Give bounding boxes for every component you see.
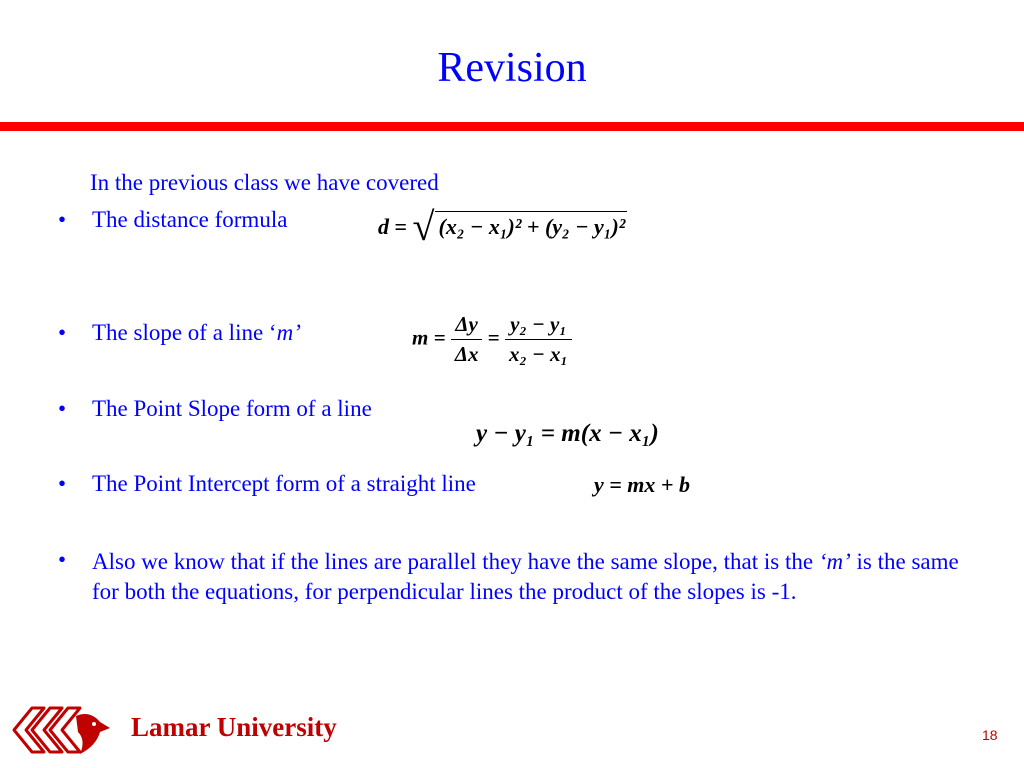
paragraph-part1: Also we know that if the lines are parallel they have the same slope, that is the — [92, 549, 819, 574]
slope-fraction-coords — [505, 312, 572, 367]
point-intercept-formula: y = mx + b — [594, 472, 690, 497]
bullet-slope-label — [92, 320, 301, 346]
slope-fraction-delta — [451, 312, 483, 367]
intro-text: In the previous class we have covered — [90, 170, 439, 195]
distance-formula — [378, 203, 627, 250]
slope-eq: = — [487, 325, 500, 350]
slope-den-coords: x₂ − x₁ — [508, 342, 568, 366]
slope-den-delta: Δx — [454, 342, 479, 366]
point-slope-formula: y − y₁ = m(x − x₁) — [476, 420, 659, 447]
bullet-2: • — [58, 320, 67, 345]
slope-num-coords: y₂ − y₁ — [505, 312, 572, 340]
footer-university-name: Lamar University — [131, 712, 337, 742]
paragraph-var: ‘m’ — [818, 549, 851, 574]
bullet-4: • — [58, 471, 67, 496]
bullet-5: • — [58, 547, 67, 572]
parallel-perpendicular-paragraph — [92, 547, 972, 607]
slope-label-var: m’ — [276, 320, 301, 345]
slope-lhs: m = — [412, 325, 446, 350]
distance-lhs: d — [378, 214, 389, 239]
paragraph-part2: is the same for both the equations, for perpendicular lines the product of the slopes is -1. — [92, 549, 959, 604]
slope-formula — [412, 312, 572, 367]
bullet-point-slope-label: The Point Slope form of a line — [92, 396, 372, 421]
cardinal-logo-icon — [10, 700, 115, 762]
slope-num-delta: Δy — [451, 312, 483, 340]
slope-label-text: The slope of a line ‘ — [92, 320, 277, 345]
slide-title: Revision — [437, 45, 587, 91]
bullet-1: • — [58, 207, 67, 232]
bullet-3: • — [58, 396, 67, 421]
title-divider — [0, 122, 1024, 131]
page-number: 18 — [982, 727, 998, 743]
bullet-point-intercept-label: The Point Intercept form of a straight line — [92, 471, 476, 496]
distance-eq: = — [394, 214, 408, 239]
sqrt-icon: √ — [412, 204, 435, 249]
bullet-distance-label: The distance formula — [92, 207, 288, 232]
distance-radicand: (x₂ − x₁)² + (y₂ − y₁)² — [435, 211, 628, 240]
